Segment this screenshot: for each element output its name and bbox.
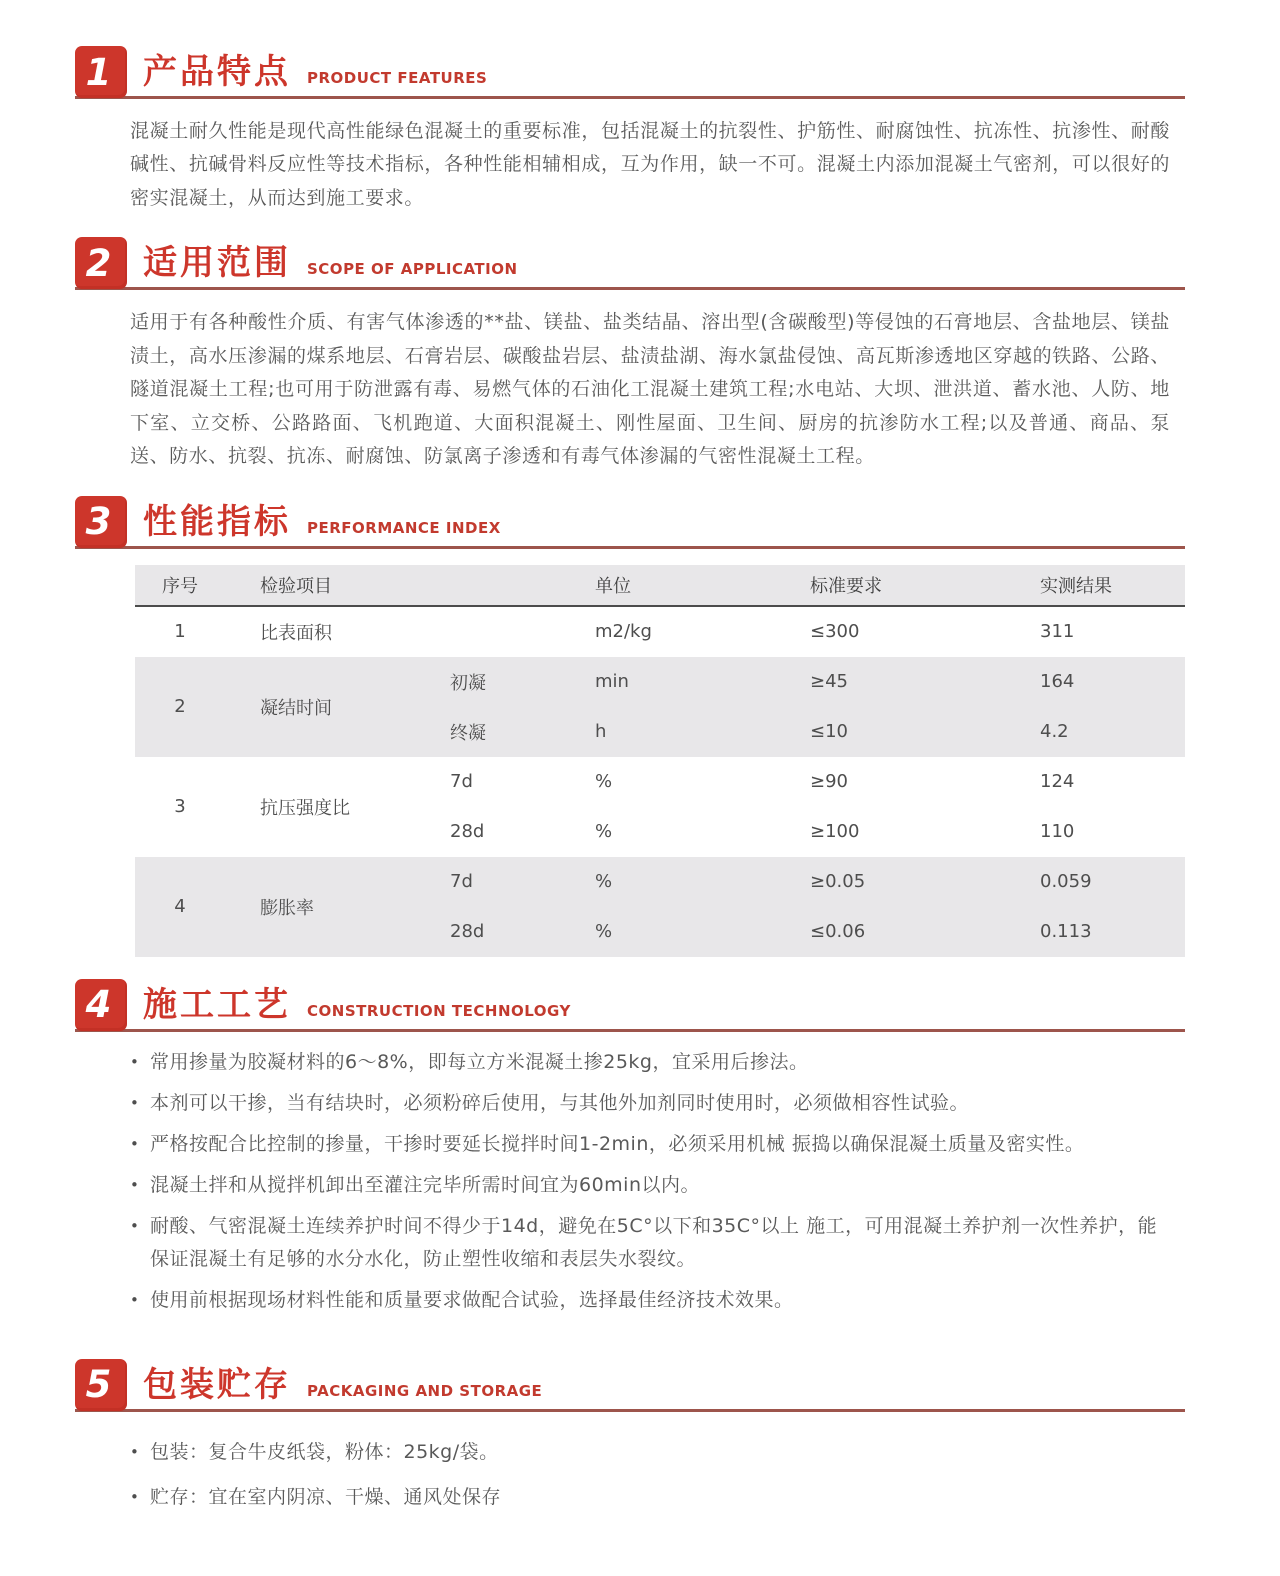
section-title-en: SCOPE OF APPLICATION <box>307 260 518 279</box>
cell-unit: min <box>595 671 629 692</box>
list-item <box>130 1169 1175 1202</box>
cell-req: ≥90 <box>810 771 848 792</box>
cell-req: ≥0.05 <box>810 871 866 892</box>
performance-table <box>135 565 1185 957</box>
list-item-text: 使用前根据现场材料性能和质量要求做配合试验，选择最佳经济技术效果。 <box>150 1288 794 1311</box>
cell-unit: h <box>595 721 607 742</box>
cell-sub: 7d <box>450 871 473 892</box>
cell-no: 2 <box>174 696 186 717</box>
bullet-icon: • <box>130 1216 140 1235</box>
section-packaging-storage <box>75 1359 1185 1514</box>
cell-no: 3 <box>174 796 186 817</box>
cell-unit: m2/kg <box>595 621 652 642</box>
cell-unit: % <box>595 771 613 792</box>
list-item <box>130 1046 1175 1079</box>
section-paragraph: 适用于有各种酸性介质、有害气体渗透的**盐、镁盐、盐类结晶、溶出型(含碳酸型)等侵蚀的石膏地层、含盐地层、镁盐渍土，高水压渗漏的煤系地层、石膏岩层、碳酸盐岩层、盐渍盐湖、海水氯盐侵蚀、高瓦斯渗透地区穿越的铁路、公路、隧道混凝土工程;也可用于防泄露有毒、易燃气体的石油化工混凝土建筑工程;水电站、大坝、泄洪道、蓄水池、人防、地下室、立交桥、公路路面、飞机跑道、大面积混凝土、刚性屋面、卫生间、厨房的抗渗防水工程;以及普通、商品、泵送、防水、抗裂、抗冻、耐腐蚀、防氯离子渗透和有毒气体渗漏的气密性混凝土工程。 <box>130 311 1170 468</box>
list-item-text: 本剂可以干掺，当有结块时，必须粉碎后使用，与其他外加剂同时使用时，必须做相容性试验。 <box>150 1091 970 1114</box>
cell-req: ≤0.06 <box>810 921 866 942</box>
cell-req: ≤10 <box>810 721 848 742</box>
cell-req: ≥100 <box>810 821 860 842</box>
bullet-icon: • <box>130 1093 140 1112</box>
list-item <box>130 1481 1175 1514</box>
cell-result: 110 <box>1040 821 1075 842</box>
section-title-zh: 适用范围 <box>143 243 291 284</box>
bullet-icon: • <box>130 1175 140 1194</box>
column-header: 序号 <box>162 575 198 597</box>
cell-sub: 终凝 <box>450 722 486 744</box>
column-header: 实测结果 <box>1040 575 1112 597</box>
bullet-icon: • <box>130 1487 140 1506</box>
section-title-en: PRODUCT FEATURES <box>307 69 488 87</box>
column-header: 检验项目 <box>260 575 332 597</box>
cell-result: 311 <box>1040 621 1075 642</box>
section-title-en: PACKAGING AND STORAGE <box>307 1381 543 1400</box>
column-header: 标准要求 <box>810 575 882 597</box>
section-title-en: CONSTRUCTION TECHNOLOGY <box>307 1001 571 1020</box>
list-item-text: 严格按配合比控制的掺量，干掺时要延长搅拌时间1-2min，必须采用机械 振捣以确保混凝土质量及密实性。 <box>150 1132 1085 1155</box>
section-header <box>75 496 1185 549</box>
list-item-text: 耐酸、气密混凝土连续养护时间不得少于14d，避免在5C°以下和35C°以上 施工，可用混凝土养护剂一次性养护，能保证混凝土有足够的水分水化，防止塑性收缩和表层失水裂纹。 <box>150 1214 1158 1270</box>
section-product-features <box>75 46 1185 215</box>
bullet-icon: • <box>130 1290 140 1309</box>
cell-req: ≤300 <box>810 621 860 642</box>
cell-item: 比表面积 <box>260 622 332 644</box>
section-title-zh: 包装贮存 <box>143 1364 291 1405</box>
cell-req: ≥45 <box>810 671 848 692</box>
section-number-badge: 2 <box>75 237 127 289</box>
section-title-zh: 性能指标 <box>143 501 291 542</box>
table-row <box>135 607 1185 657</box>
list-item <box>130 1128 1175 1161</box>
cell-result: 0.113 <box>1040 921 1092 942</box>
cell-no: 1 <box>174 621 186 642</box>
cell-item: 抗压强度比 <box>260 797 350 819</box>
cell-sub: 28d <box>450 921 485 942</box>
section-header <box>75 237 1185 290</box>
cell-sub: 28d <box>450 821 485 842</box>
list-item-text: 混凝土拌和从搅拌机卸出至灌注完毕所需时间宜为60min以内。 <box>150 1173 701 1196</box>
bullet-icon: • <box>130 1134 140 1153</box>
cell-sub: 7d <box>450 771 473 792</box>
bullet-list <box>130 1436 1175 1514</box>
section-header <box>75 979 1185 1032</box>
section-header <box>75 46 1185 99</box>
cell-item: 膨胀率 <box>260 897 314 919</box>
table-row-group <box>135 657 1185 757</box>
section-number-badge: 5 <box>75 1359 127 1411</box>
table-header-row <box>135 565 1185 607</box>
section-number-badge: 3 <box>75 496 127 548</box>
list-item-text: 包装：复合牛皮纸袋，粉体：25kg/袋。 <box>150 1440 499 1463</box>
cell-unit: % <box>595 821 613 842</box>
bullet-icon: • <box>130 1052 140 1071</box>
list-item-text: 贮存：宜在室内阴凉、干燥、通风处保存 <box>150 1485 502 1508</box>
section-paragraph: 混凝土耐久性能是现代高性能绿色混凝土的重要标准，包括混凝土的抗裂性、护筋性、耐腐蚀性、抗冻性、抗渗性、耐酸碱性、抗碱骨料反应性等技术指标，各种性能相辅相成，互为作用，缺一不可。混凝土内添加混凝土气密剂，可以很好的密实混凝土，从而达到施工要求。 <box>130 120 1170 209</box>
list-item <box>130 1087 1175 1120</box>
column-header: 单位 <box>595 575 631 597</box>
list-item <box>130 1284 1175 1317</box>
section-performance-index <box>75 496 1185 957</box>
cell-unit: % <box>595 921 613 942</box>
list-item-text: 常用掺量为胶凝材料的6～8%，即每立方米混凝土掺25kg，宜采用后掺法。 <box>150 1050 809 1073</box>
table-row-group <box>135 857 1185 957</box>
table-row-group <box>135 757 1185 857</box>
bullet-list <box>130 1046 1175 1317</box>
section-header <box>75 1359 1185 1412</box>
cell-sub: 初凝 <box>450 672 486 694</box>
list-item <box>130 1436 1175 1469</box>
list-item <box>130 1210 1175 1276</box>
section-number-badge: 4 <box>75 979 127 1031</box>
section-scope-of-application <box>75 237 1185 473</box>
cell-result: 4.2 <box>1040 721 1069 742</box>
cell-result: 164 <box>1040 671 1075 692</box>
cell-no: 4 <box>174 896 186 917</box>
cell-result: 124 <box>1040 771 1075 792</box>
section-title-zh: 产品特点 <box>143 52 291 92</box>
section-construction-technology <box>75 979 1185 1317</box>
section-title-zh: 施工工艺 <box>143 984 291 1025</box>
bullet-icon: • <box>130 1442 140 1461</box>
section-number-badge: 1 <box>75 46 127 98</box>
cell-unit: % <box>595 871 613 892</box>
cell-result: 0.059 <box>1040 871 1092 892</box>
cell-item: 凝结时间 <box>260 697 332 719</box>
section-title-en: PERFORMANCE INDEX <box>307 518 501 537</box>
